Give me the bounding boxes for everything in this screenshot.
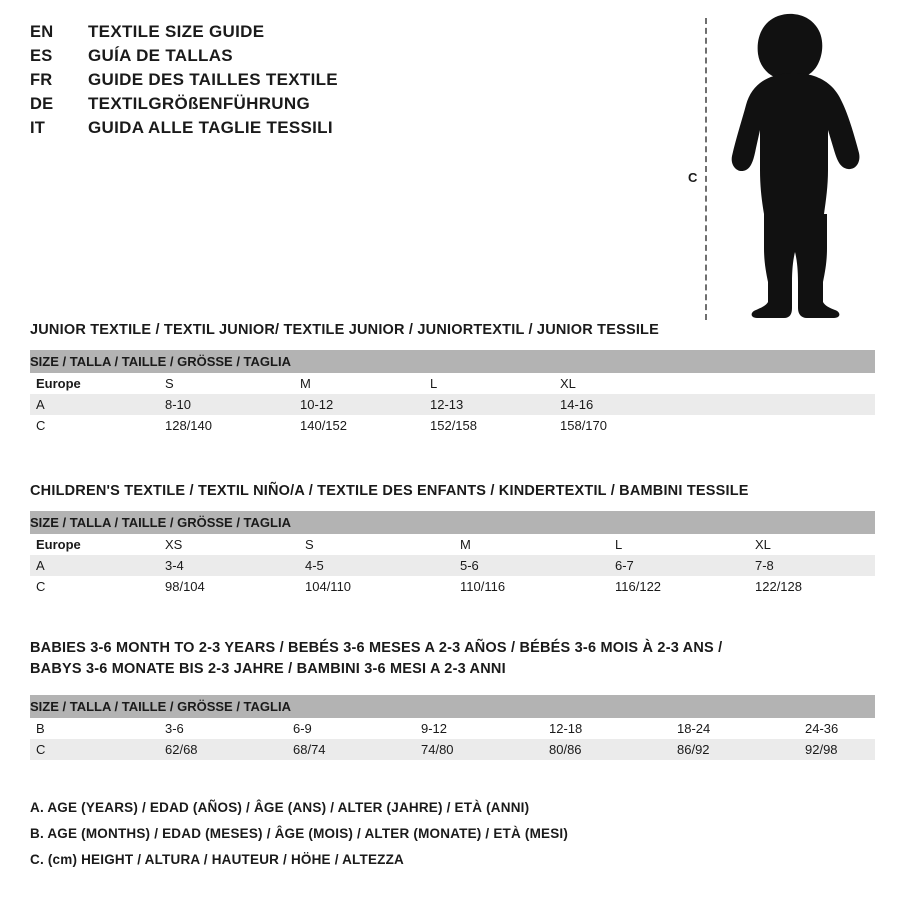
babies-row-label-b: B [36,721,45,736]
junior-row-label-a: A [30,394,165,415]
children-c-m: 110/116 [460,579,506,594]
children-row-label-europe: Europe [36,537,81,552]
lang-code-de: DE [30,95,54,113]
junior-c-s: 128/140 [165,418,212,433]
title-text-fr: GUIDE DES TAILLES TEXTILE [88,70,338,89]
table-row [30,373,875,394]
title-row-it [30,118,460,138]
title-row-es [30,46,460,66]
section-children-heading [30,483,749,499]
babies-c-4: 80/86 [549,739,677,760]
children-a-l: 6-7 [615,555,755,576]
junior-header-label: SIZE / TALLA / TAILLE / GRÖSSE / TAGLIA [30,350,875,373]
title-text-es: GUÍA DE TALLAS [88,46,233,65]
children-row-label-a: A [30,555,165,576]
children-c-l: 116/122 [615,579,662,594]
babies-c-5: 86/92 [677,739,805,760]
junior-a-m: 10-12 [300,394,430,415]
children-row-label-c: C [36,579,46,594]
table-row [30,739,875,760]
figure-measure-label: C [688,170,698,185]
children-a-xs: 3-4 [165,555,305,576]
lang-code-en: EN [30,23,54,41]
junior-row-label-c: C [36,418,46,433]
babies-b-4: 12-18 [549,721,583,736]
children-c-xs: 98/104 [165,579,205,594]
babies-header-label: SIZE / TALLA / TAILLE / GRÖSSE / TAGLIA [30,695,875,718]
legend-block [30,800,568,878]
junior-europe-l: L [430,376,438,391]
babies-row-label-c: C [30,739,165,760]
section-junior-table [30,350,875,436]
babies-table-header-row [30,695,875,718]
section-babies-table [30,695,875,760]
lang-code-es: ES [30,47,53,65]
children-heading-text: CHILDREN'S TEXTILE / TEXTIL NIÑO/A / TEXTILE DES ENFANTS / KINDERTEXTIL / BAMBINI TESSILE [30,483,749,499]
children-table-header-row [30,511,875,534]
section-babies-heading [30,638,722,680]
children-c-s: 104/110 [305,579,352,594]
section-children-table [30,511,875,597]
junior-c-l: 152/158 [430,418,477,433]
height-measure-figure [680,10,880,320]
junior-europe-s: S [165,376,174,391]
legend-item-c: C. (cm) HEIGHT / ALTURA / HAUTEUR / HÖHE / ALTEZZA [30,852,404,867]
junior-a-s: 8-10 [165,394,300,415]
table-row [30,555,875,576]
table-row [30,394,875,415]
babies-c-2: 68/74 [293,739,421,760]
table-row [30,718,875,739]
babies-b-2: 6-9 [293,721,312,736]
height-dashed-line [705,18,707,320]
title-block [30,22,460,142]
title-text-de: TEXTILGRÖßENFÜHRUNG [88,94,310,113]
junior-a-l: 12-13 [430,394,560,415]
lang-code-fr: FR [30,71,53,89]
babies-size-table [30,695,875,760]
babies-c-1: 62/68 [165,739,293,760]
children-europe-xl: XL [755,537,771,552]
junior-c-m: 140/152 [300,418,347,433]
title-row-de [30,94,460,114]
title-row-fr [30,70,460,90]
title-row-en [30,22,460,42]
children-a-xl: 7-8 [755,555,875,576]
junior-a-xl: 14-16 [560,394,690,415]
section-junior-heading [30,322,659,338]
babies-b-6: 24-36 [805,721,839,736]
junior-heading-text: JUNIOR TEXTILE / TEXTIL JUNIOR/ TEXTILE JUNIOR / JUNIORTEXTIL / JUNIOR TESSILE [30,322,659,338]
children-size-table [30,511,875,597]
title-text-en: TEXTILE SIZE GUIDE [88,22,265,41]
lang-code-it: IT [30,119,46,137]
junior-size-table [30,350,875,436]
junior-table-header-row [30,350,875,373]
table-row [30,415,875,436]
legend-item-a: A. AGE (YEARS) / EDAD (AÑOS) / ÂGE (ANS) / ALTER (JAHRE) / ETÀ (ANNI) [30,800,530,815]
children-europe-s: S [305,537,314,552]
legend-item-b: B. AGE (MONTHS) / EDAD (MESES) / ÂGE (MOIS) / ALTER (MONATE) / ETÀ (MESI) [30,826,569,841]
babies-b-1: 3-6 [165,721,184,736]
junior-c-xl: 158/170 [560,418,607,433]
babies-c-6: 92/98 [805,739,875,760]
table-row [30,576,875,597]
title-text-it: GUIDA ALLE TAGLIE TESSILI [88,118,333,137]
babies-heading-line2: BABYS 3-6 MONATE BIS 2-3 JAHRE / BAMBINI 3-6 MESI A 2-3 ANNI [30,661,506,678]
babies-c-3: 74/80 [421,739,549,760]
children-europe-l: L [615,537,623,552]
child-silhouette-icon [720,10,870,320]
children-europe-m: M [460,537,471,552]
children-header-label: SIZE / TALLA / TAILLE / GRÖSSE / TAGLIA [30,511,875,534]
table-row [30,534,875,555]
junior-row-label-europe: Europe [36,376,81,391]
children-europe-xs: XS [165,537,183,552]
children-a-s: 4-5 [305,555,460,576]
junior-europe-xl: XL [560,376,576,391]
babies-heading-line1: BABIES 3-6 MONTH TO 2-3 YEARS / BEBÉS 3-6 MESES A 2-3 AÑOS / BÉBÉS 3-6 MOIS À 2-3 ANS / [30,640,723,656]
babies-b-3: 9-12 [421,721,448,736]
babies-b-5: 18-24 [677,721,711,736]
children-c-xl: 122/128 [755,579,802,594]
junior-europe-m: M [300,376,311,391]
children-a-m: 5-6 [460,555,615,576]
